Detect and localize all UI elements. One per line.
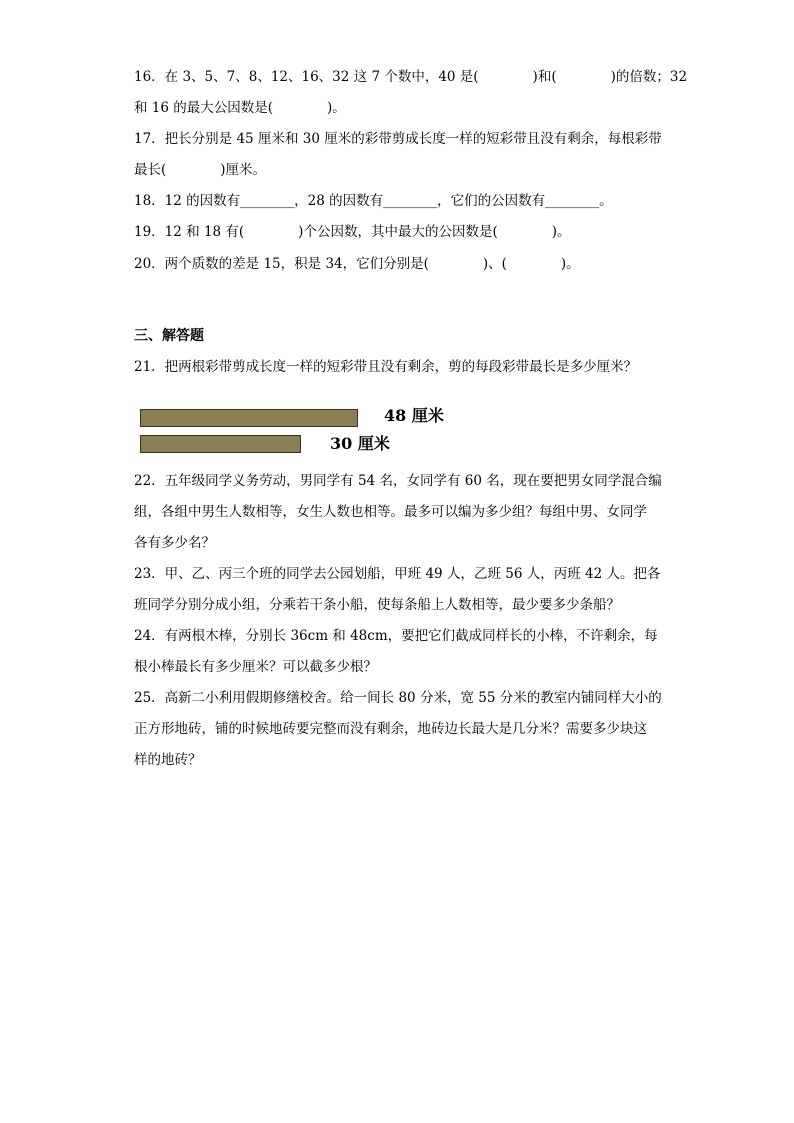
question-16-line-1: 16．在 3、5、7、8、12、16、32 这 7 个数中，40 是( )和( )的倍数；32 xyxy=(134,69,688,85)
question-22-line-3: 各有多少名？ xyxy=(134,535,215,551)
question-17-line-1: 17．把长分别是 45 厘米和 30 厘米的彩带剪成长度一样的短彩带且没有剩余，每根彩带 xyxy=(134,131,662,147)
question-24-line-2: 根小棒最长有多少厘米？可以截多少根？ xyxy=(134,659,377,675)
question-18: 18．12 的因数有________，28 的因数有________，它们的公因数有________。 xyxy=(134,193,613,209)
section-title: 三、解答题 xyxy=(134,328,204,344)
question-24-line-1: 24．有两根木棒，分别长 36cm 和 48cm，要把它们截成同样长的小棒，不许剩余，每 xyxy=(134,628,658,644)
question-22-line-2: 组，各组中男生人数相等，女生人数也相等。最多可以编为多少组？每组中男、女同学 xyxy=(134,504,647,520)
question-20: 20．两个质数的差是 15，积是 34，它们分别是( )、( )。 xyxy=(134,256,580,272)
question-25-line-1: 25．高新二小利用假期修缮校舍。给一间长 80 分米，宽 55 分米的教室内铺同样大小的 xyxy=(134,690,662,706)
ribbon-label-30: 30 厘米 xyxy=(330,434,390,453)
ribbon-bar-48 xyxy=(140,409,358,427)
ribbon-label-48: 48 厘米 xyxy=(384,406,444,425)
question-25-line-2: 正方形地砖，铺的时候地砖要完整而没有剩余，地砖边长最大是几分米？需要多少块这 xyxy=(134,721,647,737)
ribbon-bar-30 xyxy=(140,435,301,453)
question-16-line-2: 和 16 的最大公因数是( )。 xyxy=(134,100,346,116)
question-23-line-2: 班同学分别分成小组，分乘若干条小船，使每条船上人数相等，最少要多少条船？ xyxy=(134,597,620,613)
question-17-line-2: 最长( )厘米。 xyxy=(134,162,267,178)
question-22-line-1: 22．五年级同学义务劳动，男同学有 54 名，女同学有 60 名，现在要把男女同学混合编 xyxy=(134,473,662,489)
question-21: 21．把两根彩带剪成长度一样的短彩带且没有剩余，剪的每段彩带最长是多少厘米？ xyxy=(134,359,638,375)
question-19: 19．12 和 18 有( )个公因数，其中最大的公因数是( )。 xyxy=(134,224,571,240)
question-23-line-1: 23．甲、乙、丙三个班的同学去公园划船，甲班 49 人，乙班 56 人，丙班 42 人。把各 xyxy=(134,566,661,582)
question-25-line-3: 样的地砖？ xyxy=(134,752,202,768)
